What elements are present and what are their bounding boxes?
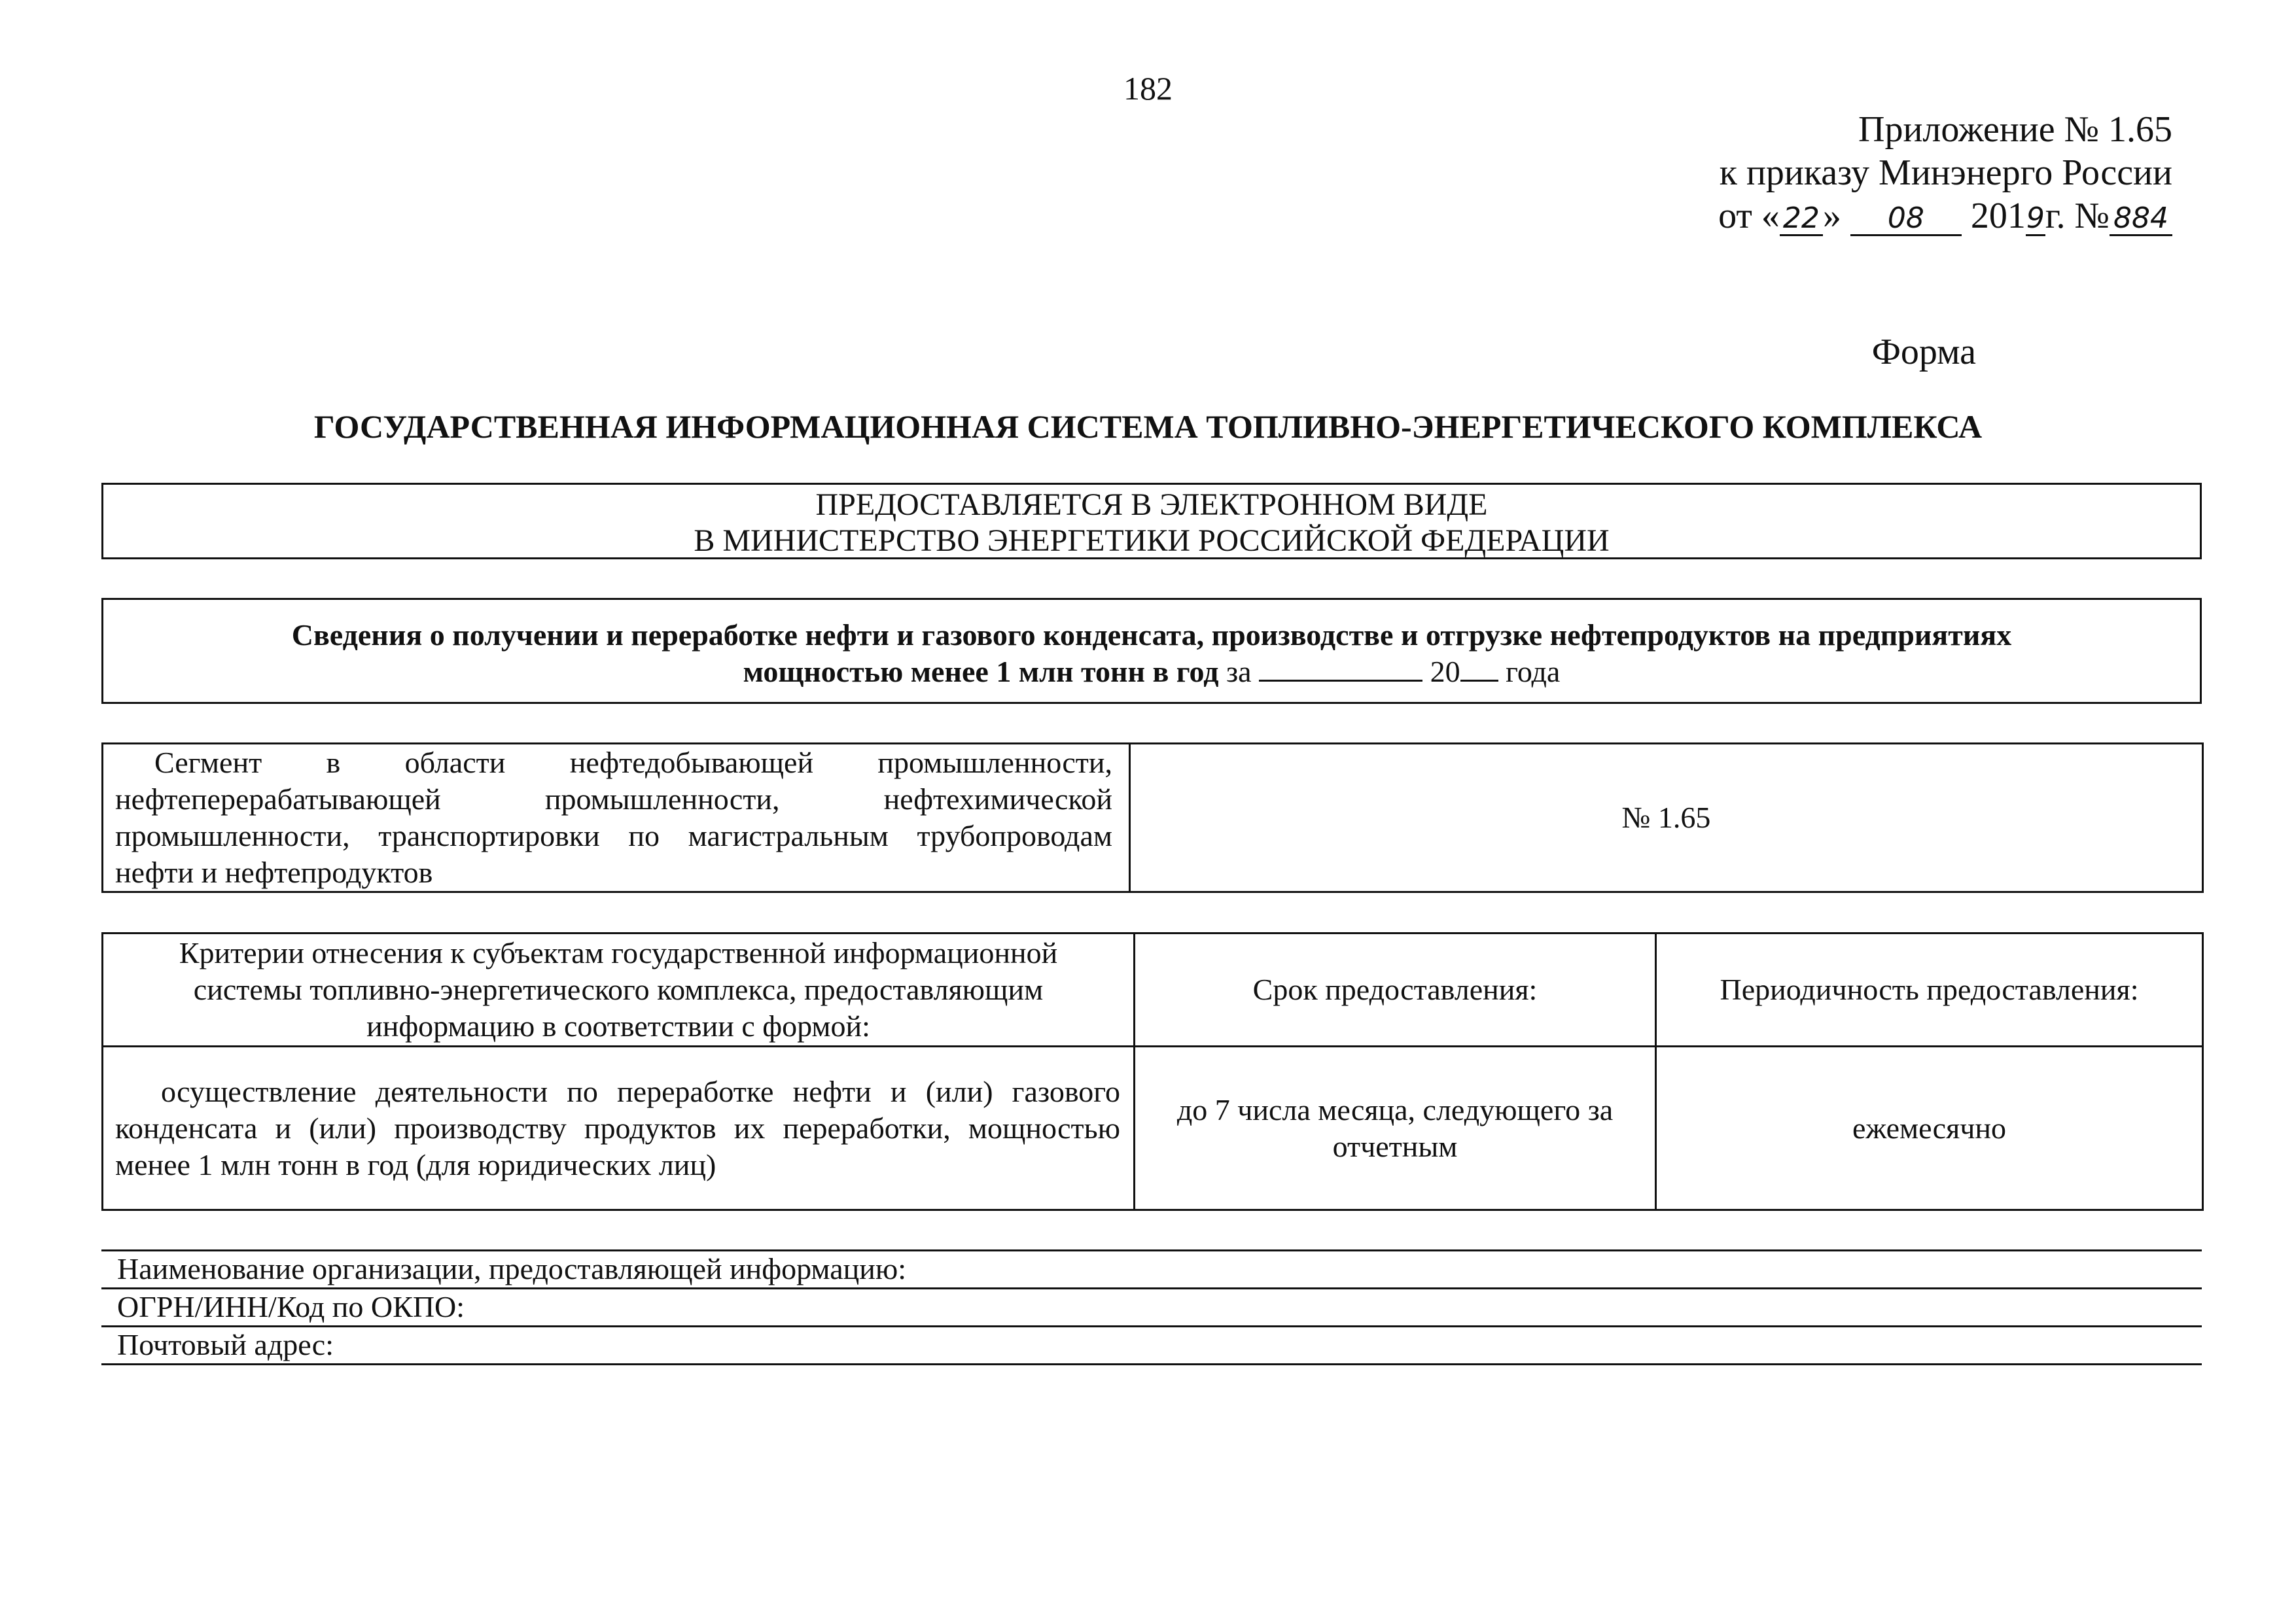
criteria-table — [101, 932, 2204, 1211]
handwritten-order-number: 884 — [2110, 203, 2172, 236]
frequency-value: ежемесячно — [1656, 1047, 2203, 1210]
handwritten-year-digit: 9 — [2026, 201, 2045, 235]
appendix-order-ref: к приказу Минэнерго России — [1719, 152, 2172, 193]
criteria-header: Критерии отнесения к субъектам государственной информационной системы топливно-энергетического комплекса, предоставляющим информацию в соответствии с формой: — [103, 934, 1135, 1047]
address-label: Почтовый адрес: — [117, 1328, 334, 1361]
segment-table — [101, 742, 2204, 893]
appendix-header — [1649, 108, 2172, 237]
year-suffix: г. № — [2045, 196, 2110, 236]
period-blank[interactable] — [1259, 654, 1422, 682]
report-title-box — [101, 598, 2202, 704]
ogrn-field[interactable] — [101, 1287, 2202, 1325]
report-period-for: за — [1226, 655, 1252, 688]
appendix-date-line — [1649, 194, 2172, 237]
date-mid: » — [1822, 196, 1841, 236]
org-name-label: Наименование организации, предоставляющей информацию: — [117, 1252, 906, 1285]
report-year-prefix: 20 — [1430, 655, 1460, 688]
handwritten-month: 08 — [1850, 203, 1962, 236]
org-name-field[interactable] — [101, 1249, 2202, 1287]
form-label: Форма — [1871, 332, 1976, 372]
handwritten-day: 22 — [1780, 203, 1823, 236]
criteria-value: осуществление деятельности по переработке нефти и (или) газового конденсата и (или) производству продуктов их переработки, мощностью менее 1 млн тонн в год (для юридических лиц) — [103, 1047, 1135, 1210]
report-year-suffix: года — [1506, 655, 1561, 688]
year-blank[interactable] — [1460, 654, 1498, 682]
appendix-title: Приложение № 1.65 — [1858, 109, 2172, 150]
page-number: 182 — [1123, 70, 1173, 107]
criteria-row — [103, 1047, 2203, 1210]
address-field[interactable] — [101, 1325, 2202, 1365]
segment-form-number: № 1.65 — [1130, 744, 2203, 892]
report-title-line-2 — [103, 654, 2200, 690]
date-prefix: от « — [1718, 196, 1780, 236]
provided-electronically-box — [101, 483, 2202, 559]
provided-line-2: В МИНИСТЕРСТВО ЭНЕРГЕТИКИ РОССИЙСКОЙ ФЕДЕРАЦИИ — [694, 523, 1610, 558]
ogrn-label: ОГРН/ИНН/Код по ОКПО: — [117, 1290, 465, 1323]
system-title: ГОСУДАРСТВЕННАЯ ИНФОРМАЦИОННАЯ СИСТЕМА ТОПЛИВНО-ЭНЕРГЕТИЧЕСКОГО КОМПЛЕКСА — [313, 408, 1983, 445]
report-title-line-1: Сведения о получении и переработке нефти и газового конденсата, производстве и отгрузке нефтепродуктов на предприятиях — [291, 618, 2012, 652]
deadline-header: Срок предоставления: — [1135, 934, 1656, 1047]
deadline-value: до 7 числа месяца, следующего за отчетным — [1135, 1047, 1656, 1210]
report-title-capacity: мощностью менее 1 млн тонн в год — [743, 655, 1219, 688]
segment-description: Сегмент в области нефтедобывающей промышленности, нефтеперерабатывающей промышленности, нефтехимической промышленности, транспортировки по магистральным трубопроводам нефти и нефтепродуктов — [103, 744, 1130, 892]
criteria-header-row — [103, 934, 2203, 1047]
provided-line-1: ПРЕДОСТАВЛЯЕТСЯ В ЭЛЕКТРОННОМ ВИДЕ — [815, 487, 1488, 522]
year-prefix: 201 — [1970, 196, 2026, 236]
frequency-header: Периодичность предоставления: — [1656, 934, 2203, 1047]
